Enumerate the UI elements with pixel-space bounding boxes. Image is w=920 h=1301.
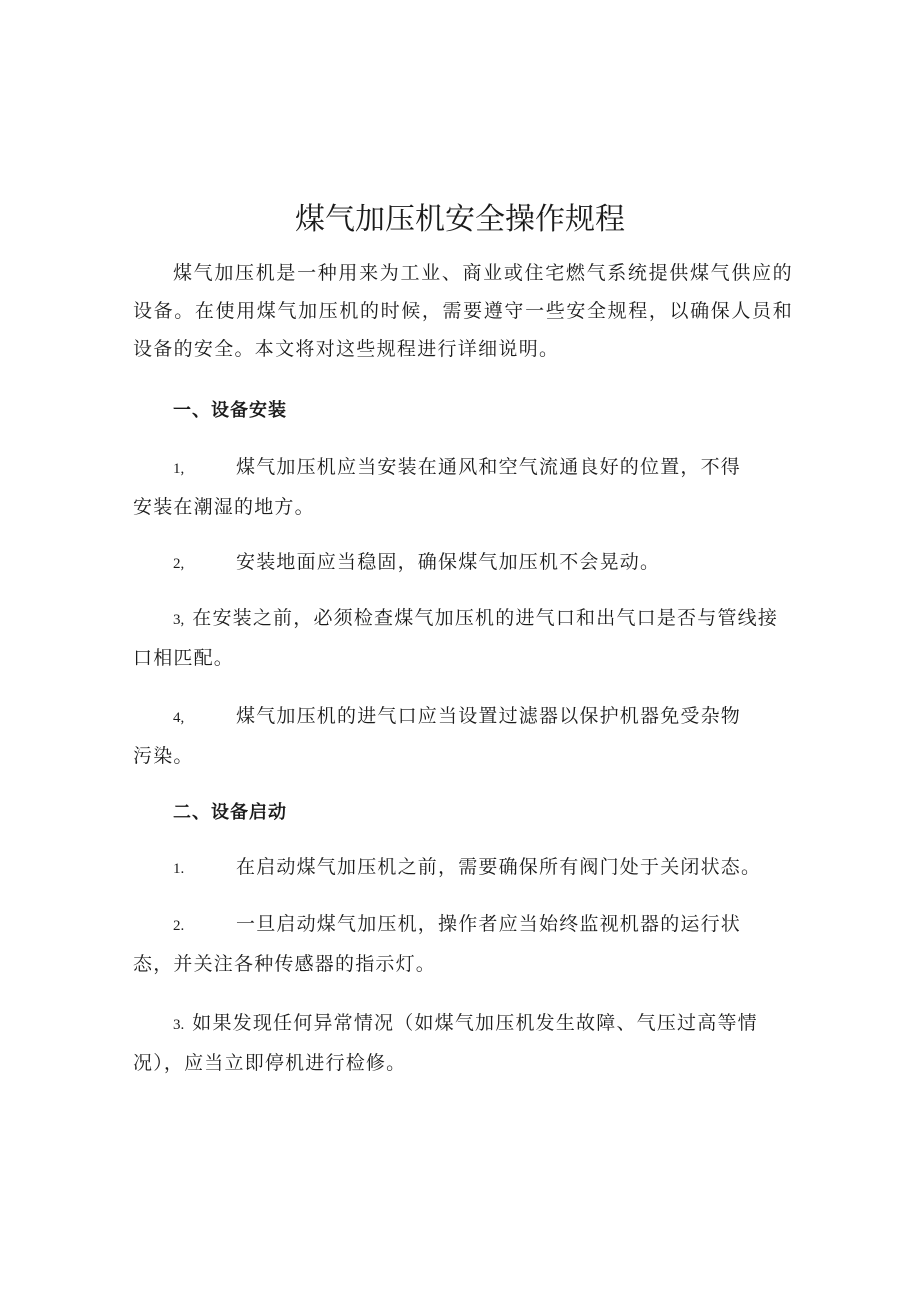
list-item [133,905,741,983]
list-item-first-line [133,697,741,737]
list-item [133,697,741,775]
list-item [133,543,660,583]
list-item-text: 在安装之前，必须检查煤气加压机的进气口和出气口是否与管线接 [192,607,779,629]
list-item-number: 1, [173,461,185,477]
list-item-first-line [133,848,761,888]
list-item-text: 煤气加压机的进气口应当设置过滤器以保护机器免受杂物 [236,705,742,727]
list-item-number: 2, [173,556,185,572]
intro-paragraph: 煤气加压机是一种用来为工业、商业或住宅燃气系统提供煤气供应的设备。在使用煤气加压机的时候，需要遵守一些安全规程，以确保人员和设备的安全。本文将对这些规程进行详细说明。 [133,262,793,360]
list-item-text: 安装地面应当稳固，确保煤气加压机不会晃动。 [236,551,661,573]
document-title: 煤气加压机安全操作规程 [295,202,625,237]
list-item-continuation: 态，并关注各种传感器的指示灯。 [133,953,437,975]
list-item-first-line [133,599,778,639]
list-item-first-line [133,543,660,583]
list-item-text: 如果发现任何异常情况（如煤气加压机发生故障、气压过高等情 [192,1012,758,1034]
list-item-text: 一旦启动煤气加压机，操作者应当始终监视机器的运行状 [236,913,742,935]
list-item [133,599,778,677]
list-item-first-line [133,1004,758,1044]
list-item-continuation: 污染。 [133,745,194,767]
list-item-number: 4, [173,710,185,726]
section-heading-installation: 一、设备安装 [173,400,287,421]
list-item-number: 3, [173,612,185,628]
list-item-first-line [133,905,741,945]
section-heading-startup: 二、设备启动 [173,802,287,823]
list-item-continuation: 口相匹配。 [133,647,235,669]
list-item [133,448,741,526]
list-item [133,848,761,888]
list-item-first-line [133,448,741,488]
list-item-number: 1. [173,861,185,877]
list-item-number: 3. [173,1017,185,1033]
list-item-continuation: 况），应当立即停机进行检修。 [133,1052,407,1074]
list-item-number: 2. [173,918,185,934]
list-item [133,1004,758,1082]
list-item-continuation: 安装在潮湿的地方。 [133,496,315,518]
list-item-text: 在启动煤气加压机之前，需要确保所有阀门处于关闭状态。 [236,856,762,878]
list-item-text: 煤气加压机应当安装在通风和空气流通良好的位置，不得 [236,456,742,478]
